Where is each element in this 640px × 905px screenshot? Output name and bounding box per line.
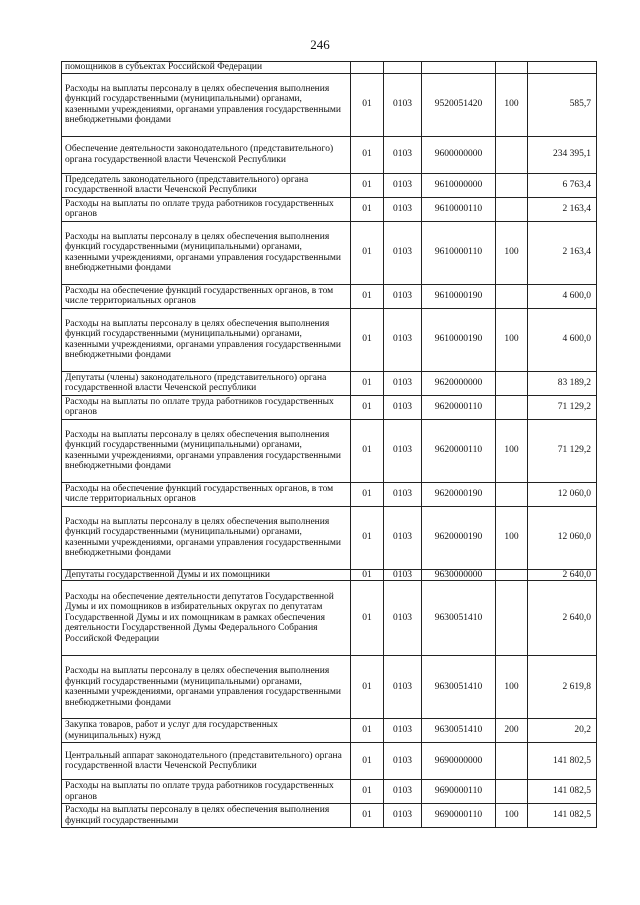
row-name: Расходы на обеспечение деятельности депутатов Государственной Думы и их помощников в избирательных округах по депутатам Государственной Думы и их помощникам в рамках обеспечения деятельности Государственной Думы Федерального Собрания Российской Федерации bbox=[62, 581, 351, 656]
table-row bbox=[62, 284, 597, 308]
row-section: 01 bbox=[351, 506, 384, 569]
row-name: Депутаты государственной Думы и их помощники bbox=[62, 569, 351, 581]
row-subsection: 0103 bbox=[384, 419, 422, 482]
budget-table bbox=[61, 61, 597, 828]
row-section: 01 bbox=[351, 73, 384, 136]
row-section: 01 bbox=[351, 308, 384, 371]
table-row bbox=[62, 804, 597, 828]
budget-table-body bbox=[62, 62, 597, 828]
row-target-code: 9690000110 bbox=[422, 780, 496, 804]
table-row bbox=[62, 173, 597, 197]
row-target-code: 9610000110 bbox=[422, 197, 496, 221]
page-number: 246 bbox=[310, 37, 330, 52]
row-subsection: 0103 bbox=[384, 569, 422, 581]
row-target-code: 9600000000 bbox=[422, 136, 496, 173]
row-expense-type: 100 bbox=[496, 221, 528, 284]
row-amount: 2 163,4 bbox=[528, 221, 597, 284]
row-subsection: 0103 bbox=[384, 136, 422, 173]
row-section: 01 bbox=[351, 419, 384, 482]
row-expense-type: 100 bbox=[496, 506, 528, 569]
row-amount: 141 082,5 bbox=[528, 804, 597, 828]
row-name: помощников в субъектах Российской Федерации bbox=[62, 62, 351, 74]
row-subsection: 0103 bbox=[384, 308, 422, 371]
row-subsection: 0103 bbox=[384, 743, 422, 780]
row-subsection: 0103 bbox=[384, 395, 422, 419]
row-name: Расходы на выплаты персоналу в целях обеспечения выполнения функций государственными (муниципальными) органами, казенными учреждениями, органами управления государственными внебюджетными фондами bbox=[62, 221, 351, 284]
row-section: 01 bbox=[351, 482, 384, 506]
table-row bbox=[62, 569, 597, 581]
row-subsection: 0103 bbox=[384, 221, 422, 284]
row-section: 01 bbox=[351, 197, 384, 221]
row-expense-type bbox=[496, 743, 528, 780]
row-subsection: 0103 bbox=[384, 804, 422, 828]
table-row bbox=[62, 581, 597, 656]
row-section: 01 bbox=[351, 569, 384, 581]
table-row bbox=[62, 371, 597, 395]
row-subsection: 0103 bbox=[384, 780, 422, 804]
row-subsection: 0103 bbox=[384, 371, 422, 395]
row-target-code: 9620000110 bbox=[422, 395, 496, 419]
row-amount: 234 395,1 bbox=[528, 136, 597, 173]
table-row bbox=[62, 395, 597, 419]
row-amount: 4 600,0 bbox=[528, 284, 597, 308]
row-name: Расходы на обеспечение функций государственных органов, в том числе территориальных органов bbox=[62, 284, 351, 308]
row-expense-type bbox=[496, 780, 528, 804]
row-expense-type bbox=[496, 173, 528, 197]
row-expense-type bbox=[496, 581, 528, 656]
row-expense-type bbox=[496, 62, 528, 74]
row-name: Расходы на выплаты персоналу в целях обеспечения выполнения функций государственными (муниципальными) органами, казенными учреждениями, органами управления государственными внебюджетными фондами bbox=[62, 506, 351, 569]
row-amount: 71 129,2 bbox=[528, 395, 597, 419]
row-amount: 2 163,4 bbox=[528, 197, 597, 221]
row-target-code: 9620000000 bbox=[422, 371, 496, 395]
table-row bbox=[62, 136, 597, 173]
row-target-code: 9630051410 bbox=[422, 656, 496, 719]
row-section: 01 bbox=[351, 656, 384, 719]
row-amount: 83 189,2 bbox=[528, 371, 597, 395]
row-target-code: 9690000000 bbox=[422, 743, 496, 780]
row-section: 01 bbox=[351, 371, 384, 395]
row-expense-type bbox=[496, 371, 528, 395]
table-row bbox=[62, 308, 597, 371]
row-expense-type: 100 bbox=[496, 308, 528, 371]
row-target-code: 9620000110 bbox=[422, 419, 496, 482]
row-target-code: 9630000000 bbox=[422, 569, 496, 581]
table-row bbox=[62, 73, 597, 136]
row-name: Расходы на выплаты персоналу в целях обеспечения выполнения функций государственными (муниципальными) органами, казенными учреждениями, органами управления государственными внебюджетными фондами bbox=[62, 73, 351, 136]
row-amount: 12 060,0 bbox=[528, 482, 597, 506]
row-subsection: 0103 bbox=[384, 197, 422, 221]
row-amount: 2 640,0 bbox=[528, 581, 597, 656]
table-row bbox=[62, 197, 597, 221]
row-amount: 141 802,5 bbox=[528, 743, 597, 780]
row-section: 01 bbox=[351, 780, 384, 804]
row-amount: 20,2 bbox=[528, 719, 597, 743]
row-expense-type bbox=[496, 136, 528, 173]
table-row bbox=[62, 221, 597, 284]
row-section: 01 bbox=[351, 743, 384, 780]
row-expense-type bbox=[496, 197, 528, 221]
row-expense-type: 100 bbox=[496, 804, 528, 828]
table-row bbox=[62, 656, 597, 719]
row-subsection: 0103 bbox=[384, 581, 422, 656]
row-expense-type: 100 bbox=[496, 656, 528, 719]
row-amount bbox=[528, 62, 597, 74]
row-target-code: 9630051410 bbox=[422, 581, 496, 656]
row-target-code: 9610000000 bbox=[422, 173, 496, 197]
row-subsection: 0103 bbox=[384, 173, 422, 197]
row-amount: 2 640,0 bbox=[528, 569, 597, 581]
row-section: 01 bbox=[351, 284, 384, 308]
row-subsection: 0103 bbox=[384, 73, 422, 136]
row-subsection: 0103 bbox=[384, 284, 422, 308]
row-target-code: 9690000110 bbox=[422, 804, 496, 828]
row-target-code: 9630051410 bbox=[422, 719, 496, 743]
table-row bbox=[62, 62, 597, 74]
table-row bbox=[62, 419, 597, 482]
table-row bbox=[62, 719, 597, 743]
row-target-code: 9620000190 bbox=[422, 506, 496, 569]
row-amount: 71 129,2 bbox=[528, 419, 597, 482]
row-name: Расходы на выплаты персоналу в целях обеспечения выполнения функций государственными (муниципальными) органами, казенными учреждениями, органами управления государственными внебюджетными фондами bbox=[62, 656, 351, 719]
row-section: 01 bbox=[351, 395, 384, 419]
row-amount: 12 060,0 bbox=[528, 506, 597, 569]
row-name: Расходы на обеспечение функций государственных органов, в том числе территориальных органов bbox=[62, 482, 351, 506]
row-section: 01 bbox=[351, 804, 384, 828]
table-row bbox=[62, 506, 597, 569]
row-section bbox=[351, 62, 384, 74]
row-subsection bbox=[384, 62, 422, 74]
row-target-code: 9520051420 bbox=[422, 73, 496, 136]
row-name: Расходы на выплаты персоналу в целях обеспечения выполнения функций государственными bbox=[62, 804, 351, 828]
row-expense-type bbox=[496, 395, 528, 419]
row-name: Расходы на выплаты персоналу в целях обеспечения выполнения функций государственными (муниципальными) органами, казенными учреждениями, органами управления государственными внебюджетными фондами bbox=[62, 308, 351, 371]
row-amount: 2 619,8 bbox=[528, 656, 597, 719]
row-amount: 585,7 bbox=[528, 73, 597, 136]
row-amount: 4 600,0 bbox=[528, 308, 597, 371]
row-amount: 6 763,4 bbox=[528, 173, 597, 197]
row-target-code: 9620000190 bbox=[422, 482, 496, 506]
row-subsection: 0103 bbox=[384, 506, 422, 569]
row-target-code: 9610000190 bbox=[422, 284, 496, 308]
row-subsection: 0103 bbox=[384, 482, 422, 506]
row-name: Председатель законодательного (представительного) органа государственной власти Чеченской Республики bbox=[62, 173, 351, 197]
row-name: Центральный аппарат законодательного (представительного) органа государственной власти Чеченской Республики bbox=[62, 743, 351, 780]
row-expense-type bbox=[496, 284, 528, 308]
row-expense-type bbox=[496, 569, 528, 581]
table-row bbox=[62, 780, 597, 804]
row-amount: 141 082,5 bbox=[528, 780, 597, 804]
row-target-code: 9610000110 bbox=[422, 221, 496, 284]
row-expense-type bbox=[496, 482, 528, 506]
row-name: Закупка товаров, работ и услуг для государственных (муниципальных) нужд bbox=[62, 719, 351, 743]
row-target-code: 9610000190 bbox=[422, 308, 496, 371]
row-name: Расходы на выплаты по оплате труда работников государственных органов bbox=[62, 395, 351, 419]
row-name: Расходы на выплаты персоналу в целях обеспечения выполнения функций государственными (муниципальными) органами, казенными учреждениями, органами управления государственными внебюджетными фондами bbox=[62, 419, 351, 482]
table-row bbox=[62, 482, 597, 506]
row-expense-type: 200 bbox=[496, 719, 528, 743]
row-section: 01 bbox=[351, 221, 384, 284]
row-section: 01 bbox=[351, 581, 384, 656]
row-name: Расходы на выплаты по оплате труда работников государственных органов bbox=[62, 780, 351, 804]
row-target-code bbox=[422, 62, 496, 74]
table-row bbox=[62, 743, 597, 780]
row-expense-type: 100 bbox=[496, 419, 528, 482]
row-section: 01 bbox=[351, 136, 384, 173]
row-name: Обеспечение деятельности законодательного (представительного) органа государственной власти Чеченской Республики bbox=[62, 136, 351, 173]
row-expense-type: 100 bbox=[496, 73, 528, 136]
row-name: Расходы на выплаты по оплате труда работников государственных органов bbox=[62, 197, 351, 221]
row-section: 01 bbox=[351, 173, 384, 197]
row-name: Депутаты (члены) законодательного (представительного) органа государственной власти Чеченской республики bbox=[62, 371, 351, 395]
row-subsection: 0103 bbox=[384, 719, 422, 743]
row-section: 01 bbox=[351, 719, 384, 743]
row-subsection: 0103 bbox=[384, 656, 422, 719]
